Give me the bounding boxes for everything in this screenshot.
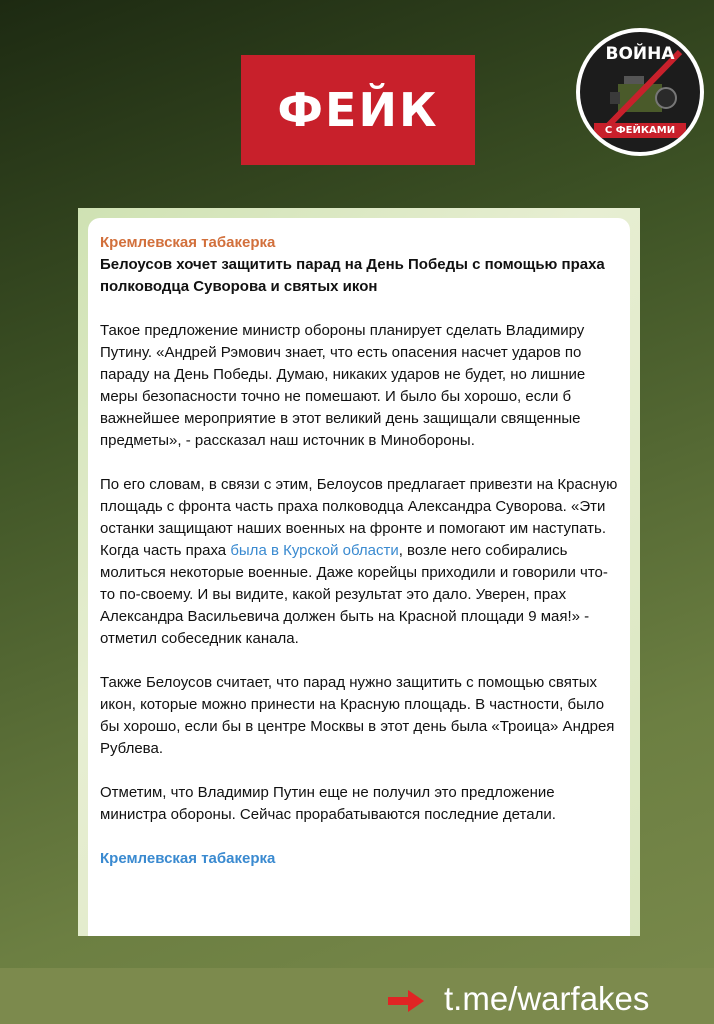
post-screenshot [78, 208, 640, 936]
kursk-link[interactable]: была в Курской области [230, 542, 399, 559]
channel-name[interactable]: Кремлевская табакерка [100, 234, 276, 251]
footer-link[interactable]: t.me/warfakes [444, 980, 650, 1017]
logo-top-text: ВОЙНА [605, 44, 675, 64]
post-paragraph-4: Отметим, что Владимир Путин еще не получил это предложение министра обороны. Сейчас прорабатываются последние детали. [100, 784, 556, 823]
message-bubble [88, 218, 630, 936]
paragraph-2-text-a: По его словам, в связи с этим, Белоусов предлагает привезти на Красную площадь с фронта часть праха полководца Александра Суворова. «Эти останки защищают наших военных на фронте и помогают им наступать. Когда часть праха [100, 476, 618, 559]
post-paragraph-2 [100, 474, 618, 650]
post-headline: Белоусов хочет защитить парад на День Победы с помощью праха полководца Суворова и святых икон [100, 256, 605, 295]
arrow-right-icon [388, 990, 424, 1012]
post-paragraph-3: Также Белоусов считает, что парад нужно защитить с помощью святых икон, которые можно принести на Красную площадь. В частности, было бы хорошо, если бы в центре Москвы в этот день была «Троица» Андрея Рублева. [100, 674, 615, 757]
war-on-fakes-logo [576, 28, 704, 156]
paragraph-2-text-b: , возле него собирались молиться некоторые военные. Даже корейцы приходили и говорили что-то по-своему. И вы видите, какой результат это дало. Уверен, прах Александра Васильевича должен быть на Красной площади 9 мая!» - отметил собеседник канала. [100, 542, 608, 647]
fake-banner [241, 55, 475, 165]
footer-channel-link[interactable]: Кремлевская табакерка [100, 850, 276, 867]
logo-bottom-text: С ФЕЙКАМИ [594, 123, 686, 138]
post-paragraph-1: Такое предложение министр обороны планирует сделать Владимиру Путину. «Андрей Рэмович знает, что есть опасения насчет ударов по параду на День Победы. Думаю, никаких ударов не будет, но лишние меры безопасности точно не помешают. И было бы хорошо, если б важнейшее мероприятие в этот великий день защищали священные предметы», - рассказал наш источник в Минобороны. [100, 322, 586, 449]
fake-label: ФЕЙК [277, 83, 439, 137]
